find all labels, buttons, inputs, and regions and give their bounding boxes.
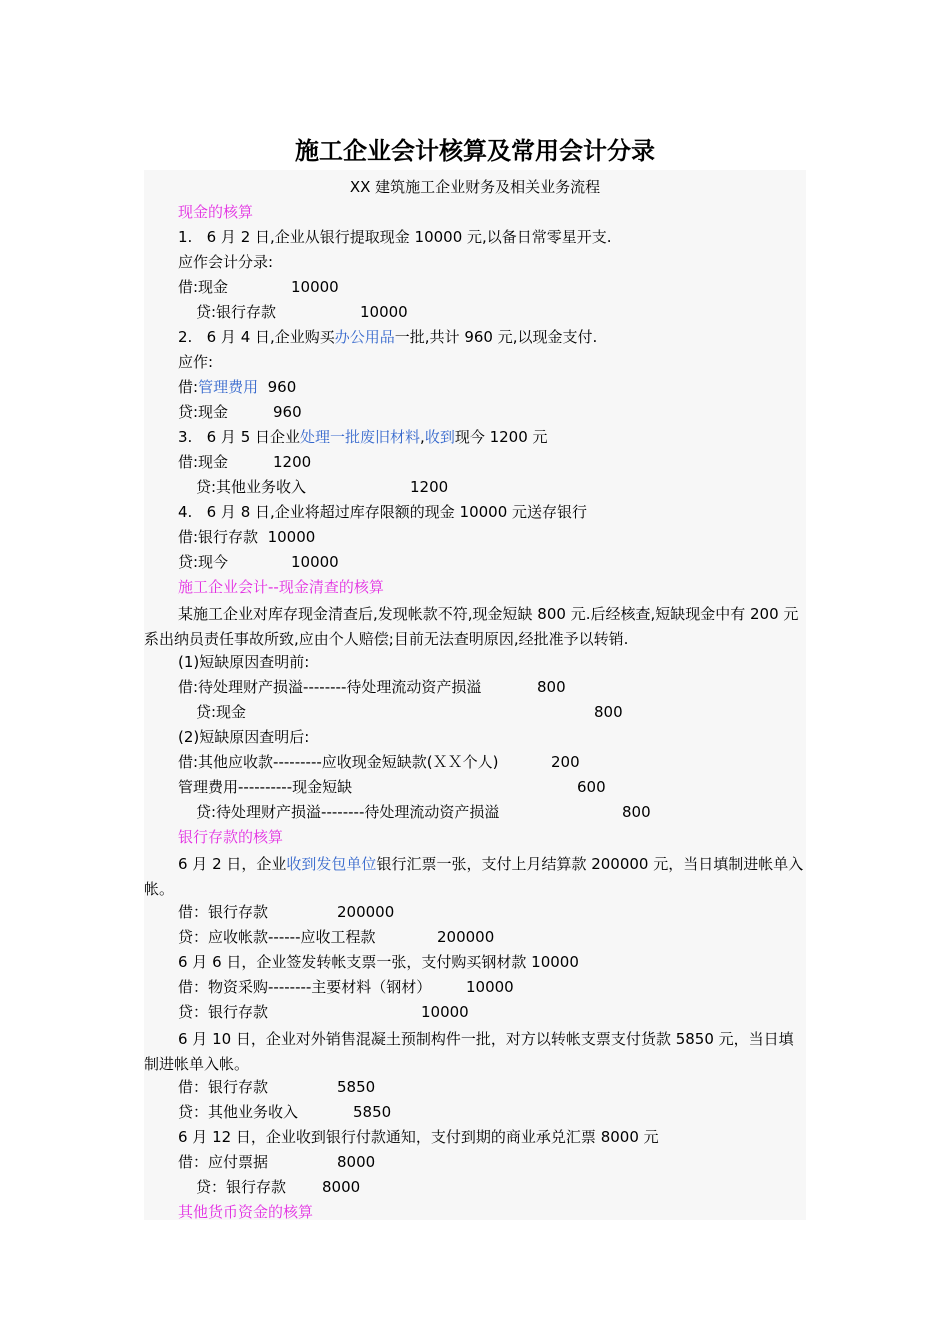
bank-entry-1-desc: 6 月 2 日，企业收到发包单位银行汇票一张，支付上月结算款 200000 元，当日填制进帐单入帐。 xyxy=(144,855,804,898)
entry-3-desc: 3. 6 月 5 日企业处理一批废旧材料,收到现今 1200 元 xyxy=(178,428,548,446)
check-1-credit: 贷:现金 800 xyxy=(196,703,623,721)
bank-entry-1-credit: 贷：应收帐款------应收工程款 200000 xyxy=(178,928,495,946)
entry-1-debit: 借:现金 10000 xyxy=(178,278,339,296)
link-scrap-material[interactable]: 处理一批废旧材料 xyxy=(300,428,421,446)
entry-4-desc: 4. 6 月 8 日,企业将超过库存限额的现金 10000 元送存银行 xyxy=(178,503,588,521)
section-heading-other-funds: 其他货币资金的核算 xyxy=(178,1203,314,1221)
check-2-debit: 借:其他应收款---------应收现金短缺款(ＸＸ个人) 200 xyxy=(178,753,580,771)
entry-1-desc: 1. 6 月 2 日,企业从银行提取现金 10000 元,以备日常零星开支. xyxy=(178,228,612,246)
link-management-fee[interactable]: 管理费用 xyxy=(198,378,259,396)
entry-4-debit: 借:银行存款 10000 xyxy=(178,528,316,546)
entry-4-credit: 贷:现今 10000 xyxy=(178,553,339,571)
check-2-credit: 贷:待处理财产损溢--------待处理流动资产损溢 800 xyxy=(196,803,651,821)
entry-3-credit: 贷:其他业务收入 1200 xyxy=(196,478,449,496)
bank-entry-3-credit: 贷：其他业务收入 5850 xyxy=(178,1103,392,1121)
cash-check-paragraph: 某施工企业对库存现金清查后,发现帐款不符,现金短缺 800 元.后经核查,短缺现金中有 200 元系出纳员责任事故所致,应由个人赔偿;目前无法查明原因,经批准予以转销. xyxy=(144,605,799,648)
link-contractor[interactable]: 发包单位 xyxy=(316,855,377,873)
entry-1-credit: 贷:银行存款 10000 xyxy=(196,303,408,321)
section-heading-bank: 银行存款的核算 xyxy=(178,828,284,846)
bank-entry-3-desc: 6 月 10 日，企业对外销售混凝土预制构件一批，对方以转帐支票支付货款 5850 元，当日填制进帐单入帐。 xyxy=(144,1030,794,1073)
entry-2-credit: 贷:现金 960 xyxy=(178,403,302,421)
check-step-1: (1)短缺原因查明前: xyxy=(178,653,310,671)
entry-2-debit: 借:管理费用 960 xyxy=(178,378,297,396)
entry-2-desc: 2. 6 月 4 日,企业购买办公用品一批,共计 960 元,以现金支付. xyxy=(178,328,598,346)
subtitle: XX 建筑施工企业财务及相关业务流程 xyxy=(349,178,601,196)
section-heading-cash: 现金的核算 xyxy=(178,203,254,221)
entry-1-note: 应作会计分录: xyxy=(178,253,274,271)
bank-entry-1-debit: 借：银行存款 200000 xyxy=(178,903,395,921)
bank-entry-4-debit: 借：应付票据 8000 xyxy=(178,1153,376,1171)
check-step-2: (2)短缺原因查明后: xyxy=(178,728,310,746)
bank-entry-2-debit: 借：物资采购--------主要材料（钢材） 10000 xyxy=(178,978,514,996)
bank-entry-4-desc: 6 月 12 日，企业收到银行付款通知，支付到期的商业承兑汇票 8000 元 xyxy=(178,1128,659,1146)
link-office-supplies[interactable]: 办公用品 xyxy=(334,328,395,346)
link-received[interactable]: 收到 xyxy=(424,428,455,446)
document-title: 施工企业会计核算及常用会计分录 xyxy=(295,136,655,165)
link-received-2[interactable]: 收到 xyxy=(286,855,317,873)
bank-entry-2-credit: 贷：银行存款 10000 xyxy=(178,1003,469,1021)
bank-entry-3-debit: 借：银行存款 5850 xyxy=(178,1078,376,1096)
check-2-debit-2: 管理费用----------现金短缺 600 xyxy=(178,778,606,796)
check-1-debit: 借:待处理财产损溢--------待处理流动资产损溢 800 xyxy=(178,678,566,696)
section-heading-cash-check: 施工企业会计--现金清查的核算 xyxy=(178,578,384,596)
bank-entry-4-credit: 贷：银行存款 8000 xyxy=(196,1178,361,1196)
entry-2-note: 应作: xyxy=(178,353,214,371)
bank-entry-2-desc: 6 月 6 日，企业签发转帐支票一张，支付购买钢材款 10000 xyxy=(178,953,579,971)
entry-3-debit: 借:现金 1200 xyxy=(178,453,312,471)
